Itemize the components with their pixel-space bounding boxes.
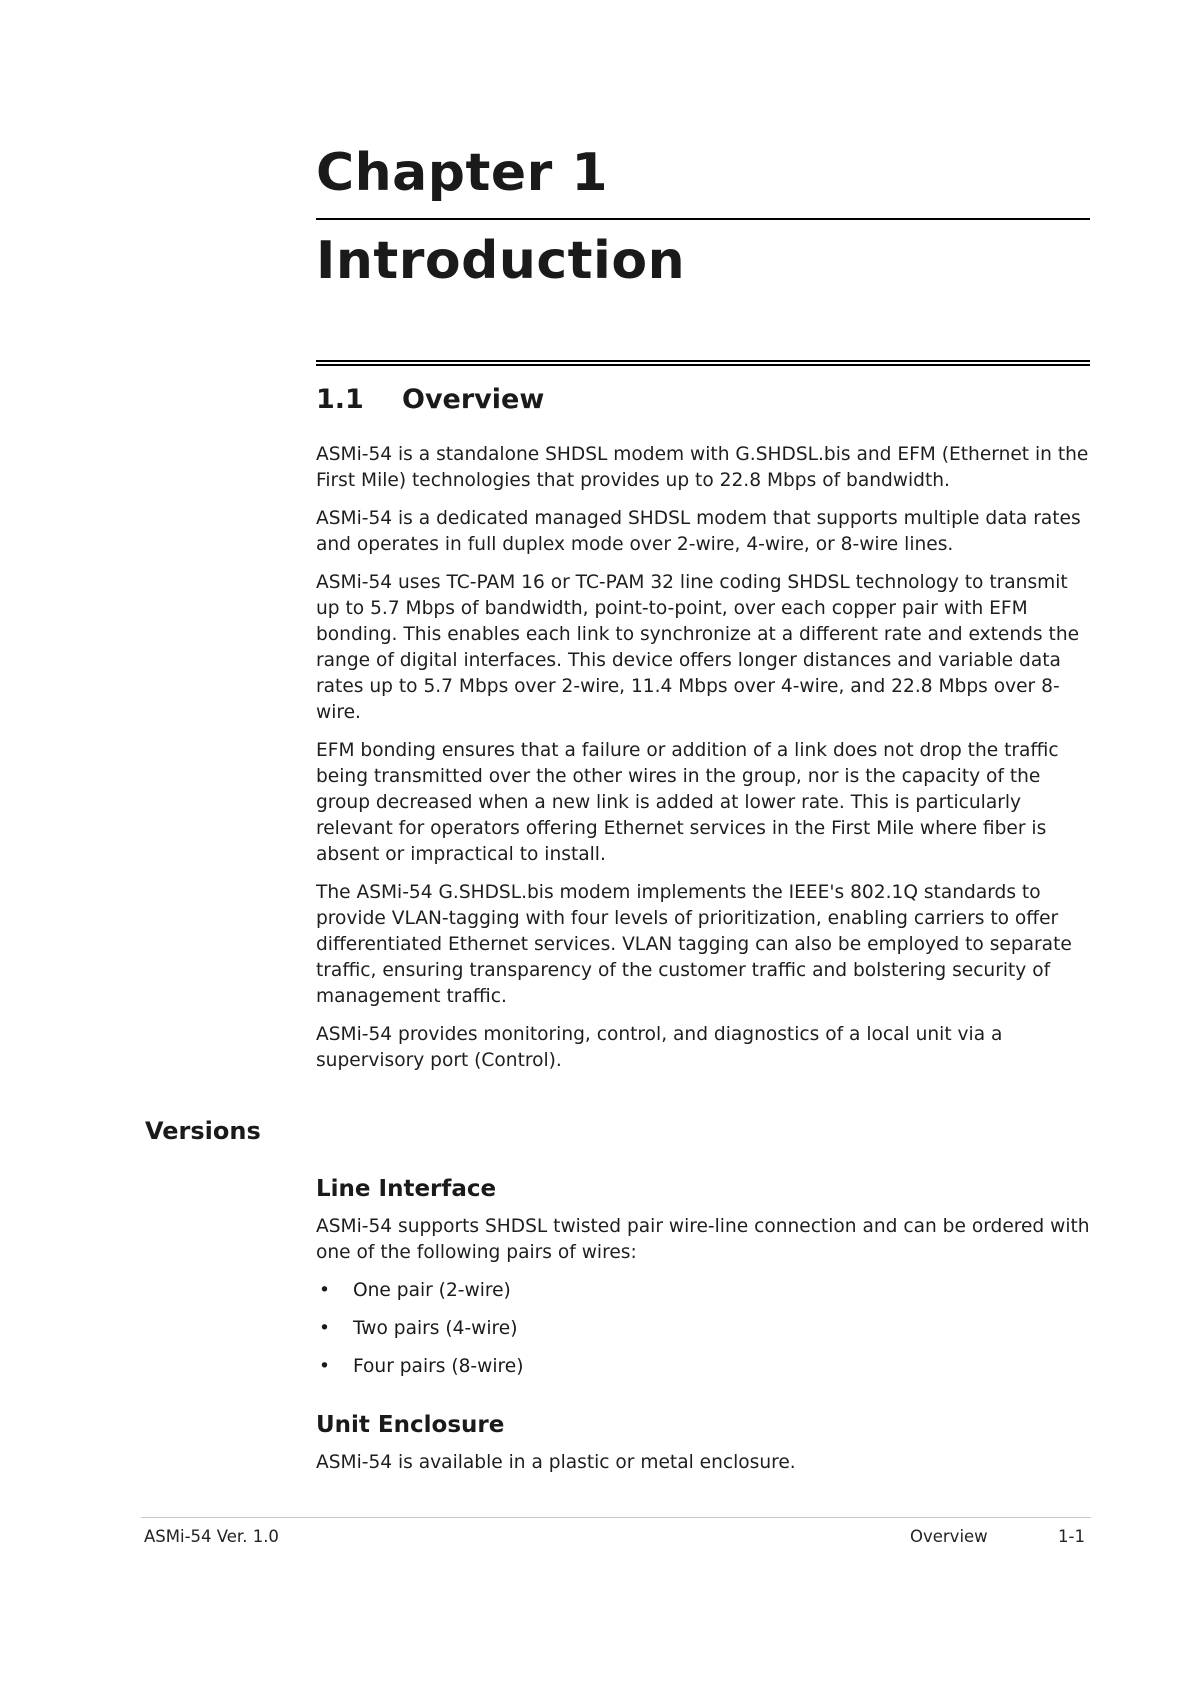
footer-rule [141,1517,1091,1518]
footer-section: Overview [910,1527,988,1546]
line-interface-heading: Line Interface [316,1176,497,1202]
wire-pairs-list [316,1278,1096,1380]
line-interface-section [316,1172,1096,1392]
list-item [316,1354,1096,1380]
versions-heading: Versions [145,1117,261,1145]
bullet-icon: • [319,1318,330,1339]
chapter-title: Introduction [316,231,686,291]
line-interface-text: ASMi-54 supports SHDSL twisted pair wire-line connection and can be ordered with one of the following pairs of wires: [316,1216,1090,1263]
list-item [316,1316,1096,1342]
section-number: 1.1 [316,384,364,415]
overview-body [316,442,1096,1086]
section-heading [316,380,544,420]
list-item-text: Four pairs (8-wire) [353,1356,524,1377]
overview-paragraph: EFM bonding ensures that a failure or addition of a link does not drop the traffic being transmitted over the other wires in the group, nor is the capacity of the group decreased when a new link is added at lower rate. This is particularly relevant for operators offering Ethernet services in the First Mile where fiber is absent or impractical to install. [316,740,1059,865]
page-number: 1-1 [1058,1527,1085,1546]
chapter-rule [316,218,1090,220]
unit-enclosure-text: ASMi-54 is available in a plastic or metal enclosure. [316,1452,796,1473]
unit-enclosure-section [316,1408,1096,1488]
unit-enclosure-heading: Unit Enclosure [316,1412,505,1438]
overview-paragraph: The ASMi-54 G.SHDSL.bis modem implements the IEEE's 802.1Q standards to provide VLAN-tagging with four levels of prioritization, enabling carriers to offer differentiated Ethernet services. VLAN tagging can also be employed to separate traffic, ensuring transparency of the customer traffic and bolstering security of management traffic. [316,882,1072,1007]
list-item [316,1278,1096,1304]
bullet-icon: • [319,1280,330,1301]
section-divider [316,360,1090,366]
list-item-text: One pair (2-wire) [353,1280,511,1301]
overview-paragraph: ASMi-54 provides monitoring, control, and diagnostics of a local unit via a supervisory port (Control). [316,1024,1003,1071]
overview-paragraph: ASMi-54 uses TC-PAM 16 or TC-PAM 32 line coding SHDSL technology to transmit up to 5.7 Mbps of bandwidth, point-to-point, over each copper pair with EFM bonding. This enables each link to synchronize at a different rate and extends the range of digital interfaces. This device offers longer distances and variable data rates up to 5.7 Mbps over 2-wire, 11.4 Mbps over 4-wire, and 22.8 Mbps over 8-wire. [316,572,1080,723]
overview-paragraph: ASMi-54 is a standalone SHDSL modem with G.SHDSL.bis and EFM (Ethernet in the First Mile) technologies that provides up to 22.8 Mbps of bandwidth. [316,444,1089,491]
section-title: Overview [402,384,545,415]
footer-product: ASMi-54 Ver. 1.0 [144,1527,279,1546]
list-item-text: Two pairs (4-wire) [353,1318,518,1339]
overview-paragraph: ASMi-54 is a dedicated managed SHDSL modem that supports multiple data rates and operates in full duplex mode over 2-wire, 4-wire, or 8-wire lines. [316,508,1081,555]
chapter-label: Chapter 1 [316,143,609,203]
bullet-icon: • [319,1356,330,1377]
